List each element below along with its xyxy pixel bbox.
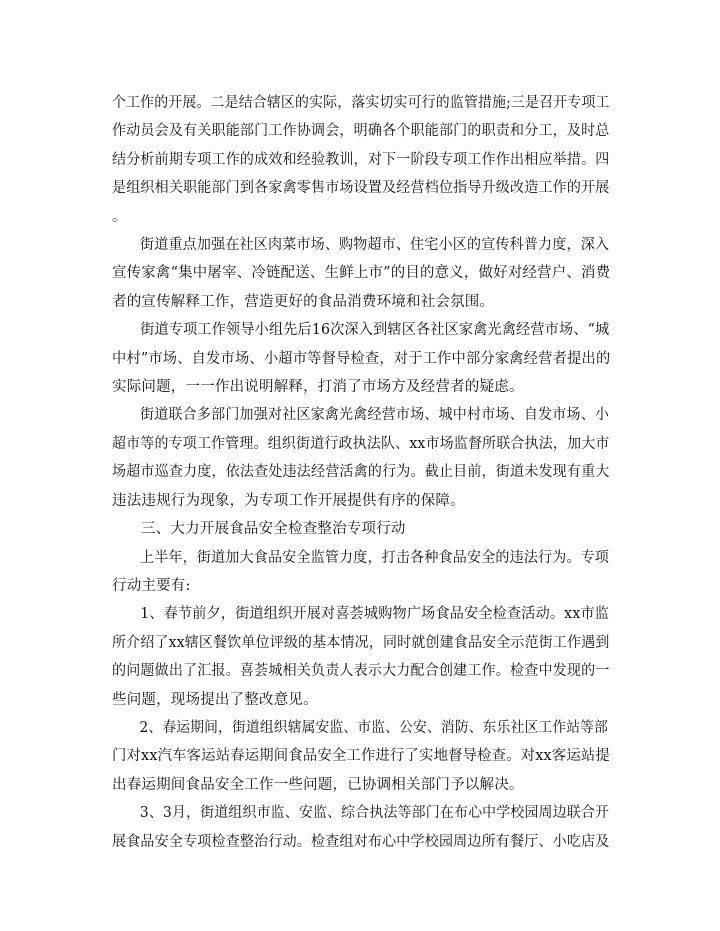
text-line: 所介绍了xx辖区餐饮单位评级的基本情况，同时就创建食品安全示范街工作遇到 <box>112 634 610 651</box>
text-line: 上半年，街道加大食品安全监管力度，打击各种食品安全的违法行为。专项 <box>140 549 610 566</box>
paragraph <box>112 544 610 601</box>
text-line: 2、春运期间，街道组织辖属安监、市监、公安、消防、东乐社区工作站等部 <box>139 719 609 736</box>
text-line: 作动员会及有关职能部门工作协调会，明确各个职能部门的职责和分工，及时总 <box>112 123 610 140</box>
paragraph <box>112 515 610 543</box>
text-line: 出春运期间食品安全工作一些问题，已协调相关部门予以解决。 <box>112 776 524 793</box>
text-line: 结分析前期专项工作的成效和经验教训，对下一阶段专项工作作出相应举措。四 <box>112 151 610 168</box>
paragraph <box>112 799 610 856</box>
text-line: 个工作的开展。二是结合辖区的实际，落实切实可行的监管措施;三是召开专项工 <box>112 95 610 111</box>
text-line: 实际问题，一一作出说明解释，打消了市场方及经营者的疑虑。 <box>112 379 524 396</box>
text-line: 展食品安全专项检查整治行动。检查组对布心中学校园周边所有餐厅、小吃店及 <box>112 833 610 850</box>
text-line: 。 <box>112 208 127 225</box>
text-line: 三、大力开展食品安全检查整治专项行动 <box>141 521 406 538</box>
paragraph <box>112 316 610 401</box>
text-line: 者的宣传解释工作，营造更好的食品消费环境和社会氛围。 <box>112 293 495 310</box>
text-line: 街道专项工作领导小组先后16次深入到辖区各社区家禽光禽经营市场、“城 <box>140 322 610 339</box>
text-line: 门对xx汽车客运站春运期间食品安全工作进行了实地督导检查。对xx客运站提 <box>112 748 610 765</box>
text-line: 的问题做出了汇报。喜荟城相关负责人表示大力配合创建工作。检查中发现的一 <box>112 663 610 680</box>
paragraph <box>112 89 610 231</box>
text-line: 1、春节前夕，街道组织开展对喜荟城购物广场食品安全检查活动。xx市监 <box>140 606 610 623</box>
text-line: 行动主要有: <box>112 577 191 594</box>
paragraph <box>112 600 610 714</box>
text-line: 场超市巡查力度，依法查处违法经营活禽的行为。截止目前，街道未发现有重大 <box>112 464 610 481</box>
text-line: 中村”市场、自发市场、小超市等督导检查，对于工作中部分家禽经营者提出的 <box>112 350 611 367</box>
text-line: 街道联合多部门加强对社区家禽光禽经营市场、城中村市场、自发市场、小 <box>140 407 610 424</box>
paragraph <box>112 714 610 799</box>
paragraph <box>112 231 610 316</box>
document-body <box>112 89 610 856</box>
text-line: 宣传家禽“集中屠宰、冷链配送、生鲜上市”的目的意义，做好对经营户、消费 <box>112 265 611 282</box>
paragraph <box>112 401 610 515</box>
text-line: 是组织相关职能部门到各家禽零售市场设置及经营档位指导升级改造工作的开展 <box>112 180 610 197</box>
text-line: 超市等的专项工作管理。组织街道行政执法队、xx市场监督所联合执法，加大市 <box>112 435 610 452</box>
text-line: 街道重点加强在社区肉菜市场、购物超市、住宅小区的宣传科普力度，深入 <box>140 237 610 254</box>
text-line: 3、3月，街道组织市监、安监、综合执法等部门在布心中学校园周边联合开 <box>139 805 610 822</box>
text-line: 些问题，现场提出了整改意见。 <box>112 691 318 708</box>
text-line: 违法违规行为现象，为专项工作开展提供有序的保障。 <box>112 492 465 509</box>
